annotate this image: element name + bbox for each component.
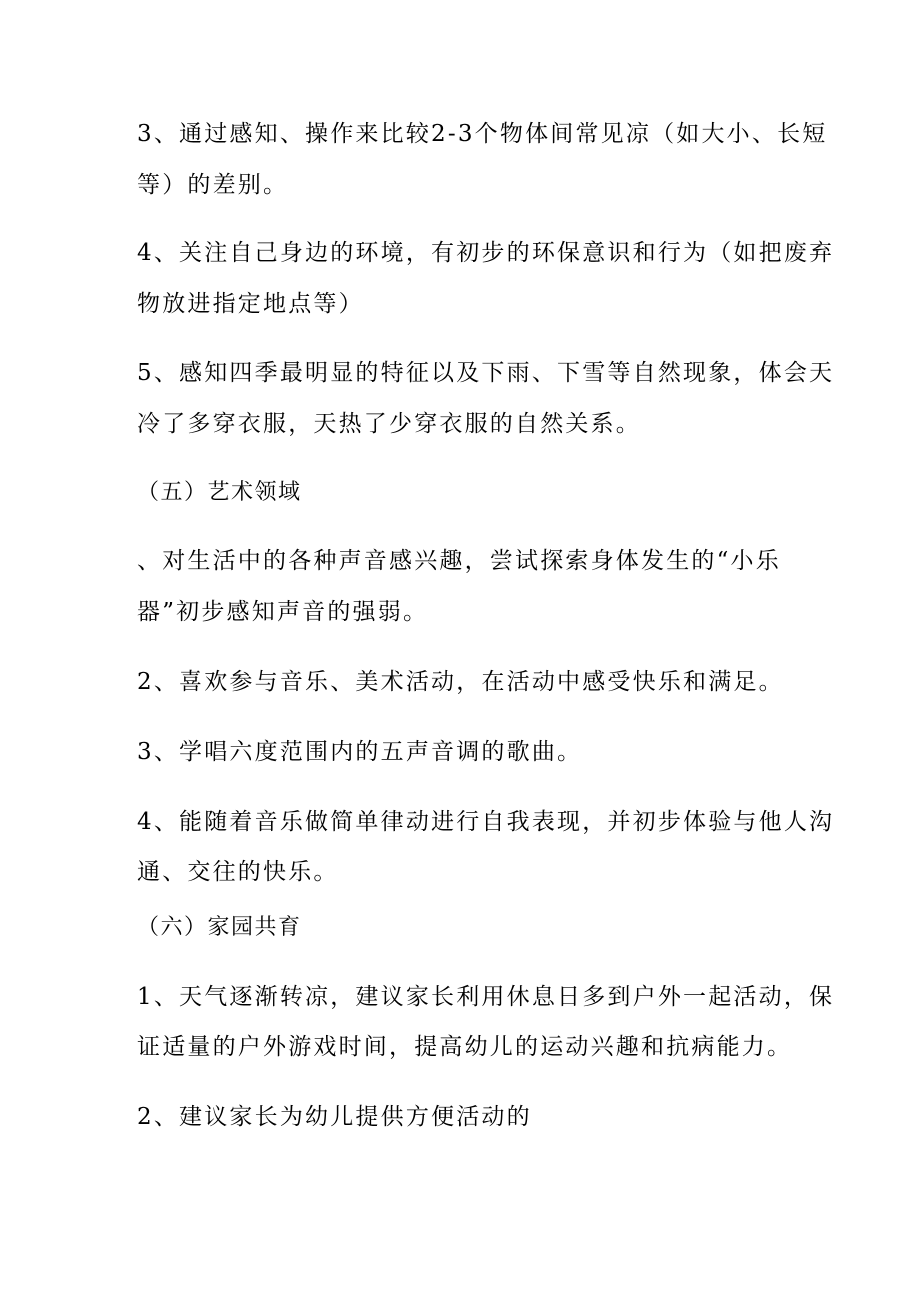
item-4-environment-line-1: 4、关注自己身边的环境，有初步的环保意识和行为（如把废弃: [137, 240, 835, 266]
section-heading-arts: （五）艺术领域: [137, 480, 302, 505]
arts-item-1-line-2: 器”初步感知声音的强弱。: [137, 599, 429, 625]
item-3-comparison-line-1: 3、通过感知、操作来比较2-3个物体间常见凉（如大小、长短: [137, 121, 828, 147]
item-5-seasons-line-2: 冷了多穿衣服，天热了少穿衣服的自然关系。: [137, 411, 641, 437]
arts-item-4-line-1: 4、能随着音乐做简单律动进行自我表现，并初步体验与他人沟: [137, 809, 835, 835]
arts-item-4-line-2: 通、交往的快乐。: [137, 859, 339, 885]
arts-item-1-line-1: 、对生活中的各种声音感兴趣，尝试探索身体发生的“小乐: [137, 548, 781, 574]
item-3-comparison-line-2: 等）的差别。: [137, 172, 289, 198]
home-item-1-line-2: 证适量的户外游戏时间，提高幼儿的运动兴趣和抗病能力。: [137, 1034, 793, 1060]
item-5-seasons-line-1: 5、感知四季最明显的特征以及下雨、下雪等自然现象，体会天: [137, 360, 835, 386]
home-item-1-line-1: 1、天气逐渐转凉，建议家长利用休息日多到户外一起活动，保: [137, 984, 835, 1010]
arts-item-3: 3、学唱六度范围内的五声音调的歌曲。: [137, 739, 583, 765]
section-heading-home-school: （六）家园共育: [137, 915, 302, 940]
item-4-environment-line-2: 物放进指定地点等）: [137, 291, 364, 317]
arts-item-2: 2、喜欢参与音乐、美术活动，在活动中感受快乐和满足。: [137, 669, 784, 695]
home-item-2: 2、建议家长为幼儿提供方便活动的: [137, 1104, 532, 1130]
